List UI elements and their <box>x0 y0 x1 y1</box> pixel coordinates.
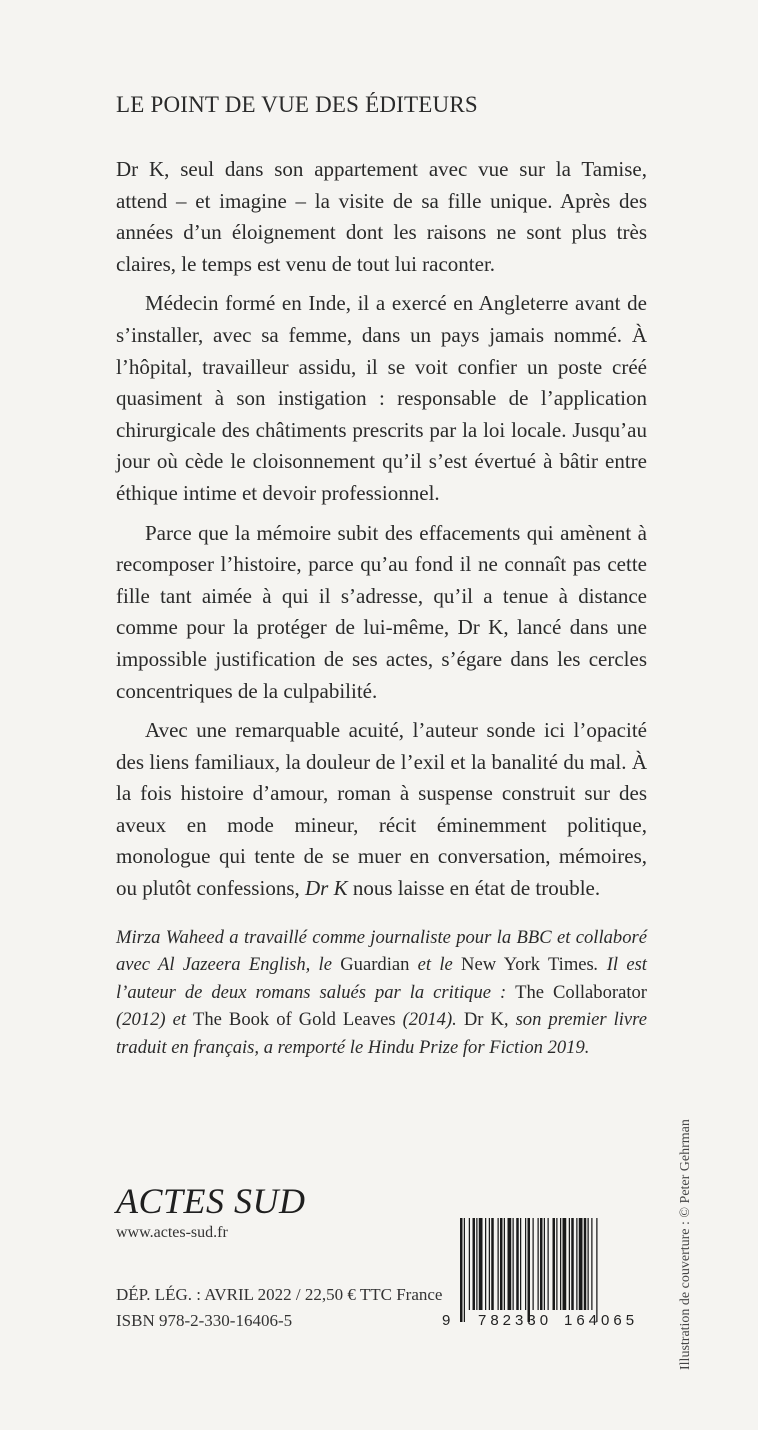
blurb-paragraph-4 <box>116 715 647 905</box>
barcode-bar <box>533 1218 534 1310</box>
barcode-bar <box>513 1218 514 1310</box>
barcode-bar <box>576 1218 577 1310</box>
bio-segment: . Il est l’auteur de deux romans salués par la critique : <box>116 954 647 1003</box>
section-heading: LE POINT DE VUE DES ÉDITEURS <box>116 92 478 117</box>
barcode-bar <box>469 1218 470 1310</box>
barcode-digit-first: 9 <box>442 1312 451 1329</box>
barcode-bar <box>500 1218 503 1310</box>
barcode-bar <box>584 1218 587 1310</box>
barcode-bar <box>544 1218 545 1310</box>
legal-info <box>116 1282 442 1334</box>
publisher-website: www.actes-sud.fr <box>116 1224 228 1241</box>
barcode-bar <box>464 1218 465 1322</box>
barcode-bar <box>516 1218 519 1310</box>
bio-segment: et le <box>409 954 462 976</box>
barcode-bar <box>491 1218 494 1310</box>
barcode-bar <box>591 1218 592 1310</box>
author-bio-text <box>116 924 647 1061</box>
legal-deposit-price: DÉP. LÉG. : AVRIL 2022 / 22,50 € TTC France <box>116 1285 443 1304</box>
barcode-bar <box>485 1218 486 1310</box>
barcode-bar <box>473 1218 476 1310</box>
barcode-bar <box>588 1218 589 1310</box>
barcode-bar <box>548 1218 549 1310</box>
bio-segment: Mirza Waheed a travaillé comme journaliste pour la BBC et collaboré avec Al Jazeera English, le <box>116 927 647 976</box>
bio-segment: (2014). <box>395 1009 464 1031</box>
barcode-bar <box>479 1218 483 1310</box>
barcode-bar <box>553 1218 556 1310</box>
barcode-bar <box>460 1218 463 1322</box>
barcode-digits-right: 164065 <box>564 1312 639 1329</box>
bio-segment: , son premier livre traduit en français, a remporté le Hindu Prize for Fiction 2019. <box>116 1009 647 1058</box>
barcode-bar <box>498 1218 499 1310</box>
book-title: Dr K <box>305 876 348 901</box>
blurb-text: nous laisse en état de trouble. <box>347 876 601 901</box>
barcode-bar <box>508 1218 512 1310</box>
barcode-bar <box>489 1218 490 1310</box>
barcode-bar <box>563 1218 567 1310</box>
bio-segment: Dr K <box>463 1009 504 1031</box>
blurb-text: Avec une remarquable acuité, l’auteur sonde ici l’opacité des liens familiaux, la douleur de l’exil et la banalité du mal. À la fois histoire d’amour, roman à suspense construit sur des aveux en mode mineur, récit éminemment politique, monologue qui tente de se muer en conversation, mémoires, ou plutôt confessions, <box>116 718 647 901</box>
cover-illustration-credit: Illustration de couverture : © Peter Gehrman <box>678 1119 693 1370</box>
barcode-bar <box>571 1218 574 1310</box>
barcode-bar <box>525 1218 526 1310</box>
bio-segment: New York Times <box>461 954 594 976</box>
barcode-bar <box>556 1218 557 1310</box>
publisher-logo: ACTES SUD <box>116 1181 306 1221</box>
bio-segment: The Collaborator <box>515 981 647 1003</box>
blurb-paragraph-1: Dr K, seul dans son appartement avec vue sur la Tamise, attend – et imagine – la visite de sa fille unique. Après des années d’un éloignement dont les raisons ne sont plus très claires, le temps est venu de tout lui raconter. <box>116 157 647 276</box>
barcode-bar <box>540 1218 543 1310</box>
bio-segment: (2012) et <box>116 1009 194 1031</box>
barcode-bar <box>596 1218 597 1322</box>
author-bio <box>116 924 647 1061</box>
bio-segment: Guardian <box>340 954 410 976</box>
barcode-bar <box>528 1218 531 1322</box>
barcode-bar <box>476 1218 477 1310</box>
barcode-digits-left: 782330 <box>478 1312 553 1329</box>
bio-segment: The Book of Gold Leaves <box>193 1009 396 1031</box>
isbn: ISBN 978-2-330-16406-5 <box>116 1311 293 1330</box>
barcode-bar <box>579 1218 583 1310</box>
barcode-bar <box>569 1218 570 1310</box>
barcode-bar <box>520 1218 521 1310</box>
barcode-bar <box>538 1218 539 1310</box>
barcode-bar <box>560 1218 561 1310</box>
publisher-blurb <box>116 154 647 913</box>
blurb-paragraph-3: Parce que la mémoire subit des effacements qui amènent à recomposer l’histoire, parce qu’au fond il ne connaît pas cette fille tant aimée à qui il s’adresse, qu’il a tenue à distance comme pour la protéger de lui-même, Dr K, lancé dans une impossible justification de ses actes, s’égare dans les cercles concentriques de la culpabilité. <box>116 520 647 703</box>
barcode-bar <box>504 1218 505 1310</box>
blurb-paragraph-2: Médecin formé en Inde, il a exercé en Angleterre avant de s’installer, avec sa femme, dans un pays jamais nommé. À l’hôpital, travailleur assidu, il se voit confier un poste créé quasiment à son instigation : responsable de l’application chirurgicale des châtiments prescrits par la loi locale. Jusqu’au jour où cède le cloisonnement qu’il s’est évertué à bâtir entre éthique intime et devoir professionnel. <box>116 291 647 505</box>
